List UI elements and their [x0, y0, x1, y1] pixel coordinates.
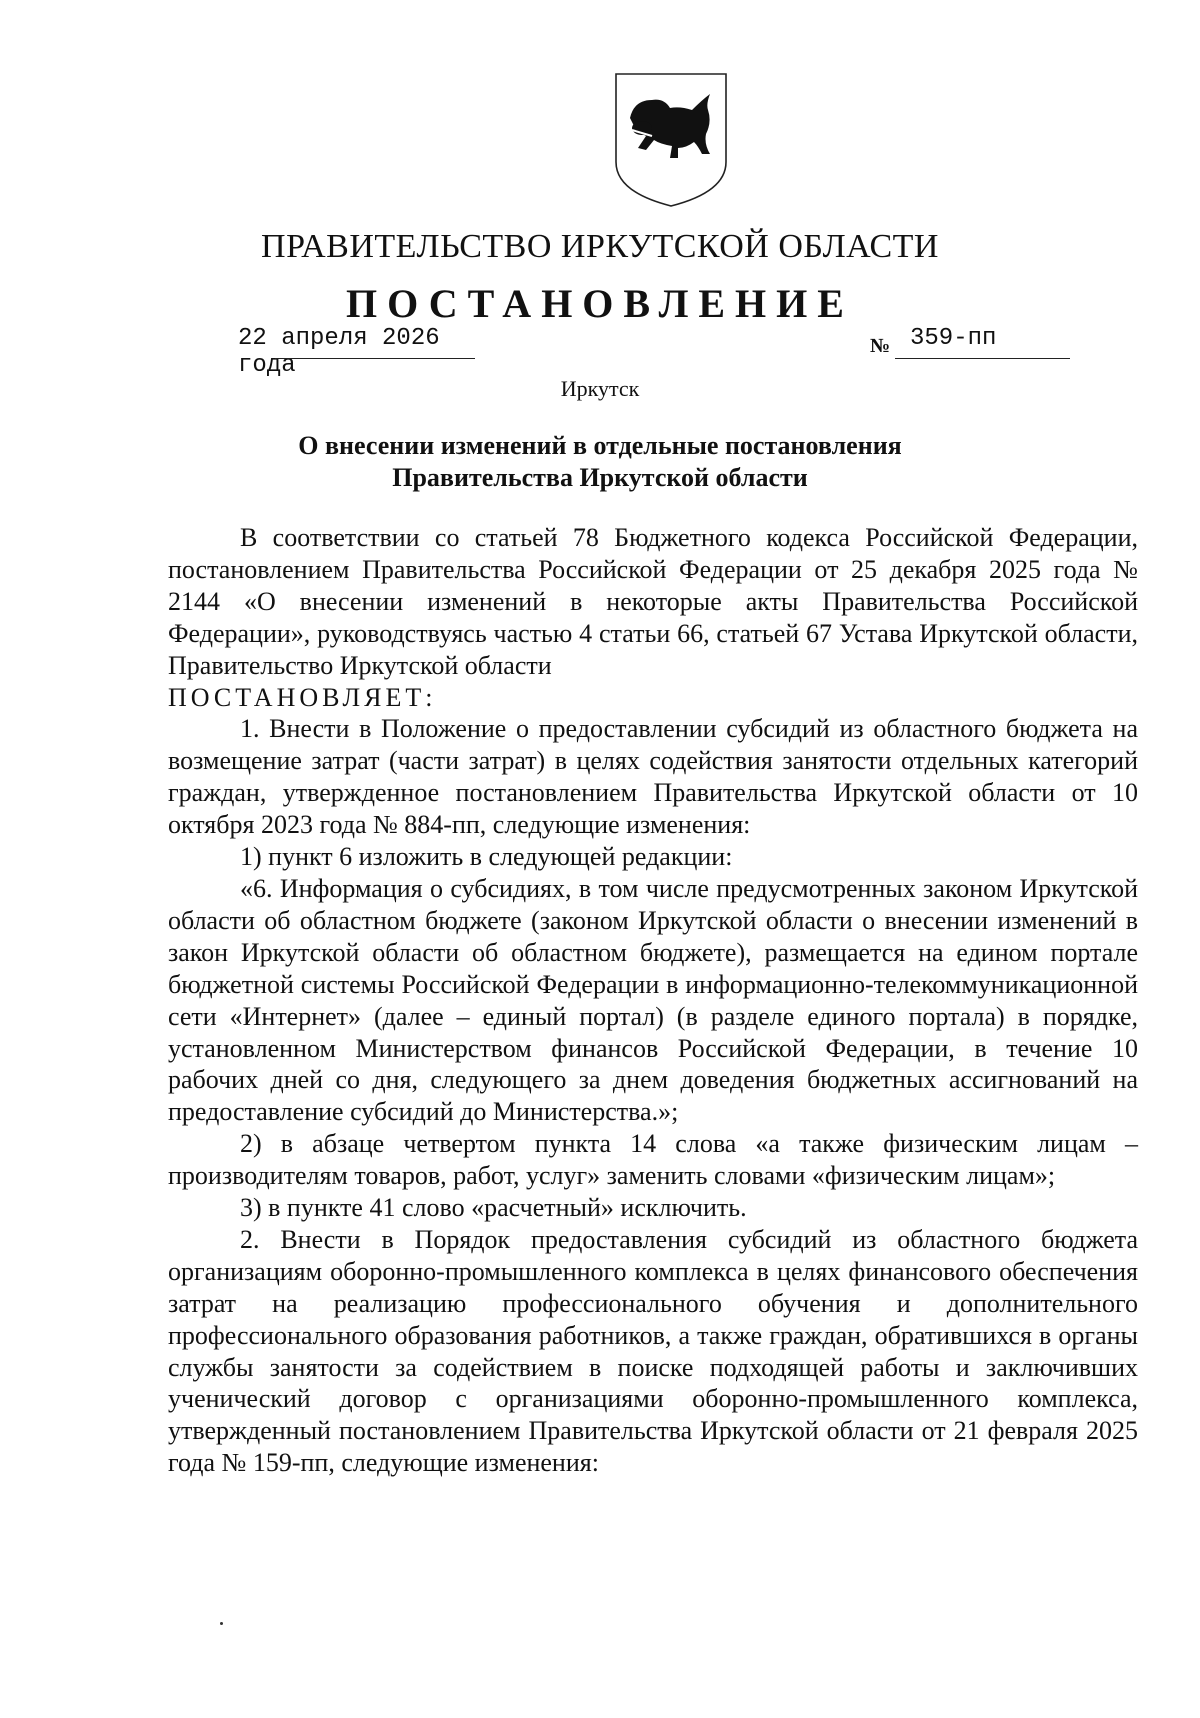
document-body — [168, 522, 1138, 1479]
subclause-2: 2) в абзаце четвертом пункта 14 слова «а также физическим лицам – производителям товаров, работ, услуг» заменить словами «физическим лицам»; — [168, 1129, 1138, 1191]
resolves-word: ПОСТАНОВЛЯЕТ: — [168, 682, 437, 712]
coat-of-arms-icon — [612, 70, 730, 210]
clause-6-text: «6. Информация о субсидиях, в том числе предусмотренных законом Иркутской области об областном бюджете (законом Иркутской области о внесении изменений в закон Иркутской области об областном бюджете), размещается на едином портале бюджетной системы Российской Федерации в информационно-телекоммуникационной сети «Интернет» (далее – единый портал) (в разделе единого портала) в порядке, установленном Министерством финансов Российской Федерации, в течение 10 рабочих дней со дня, следующего за днем доведения бюджетных ассигнований на предоставление субсидий до Министерства.»; — [168, 873, 1138, 1127]
government-name: ПРАВИТЕЛЬСТВО ИРКУТСКОЙ ОБЛАСТИ — [261, 228, 939, 265]
date-underline — [275, 358, 475, 359]
heading-line-2: Правительства Иркутской области — [392, 463, 808, 492]
heading-line-1: О внесении изменений в отдельные постановления — [298, 431, 902, 460]
document-date: 22 апреля 2026 года — [238, 325, 440, 379]
document-type: ПОСТАНОВЛЕНИЕ — [346, 281, 854, 326]
number-sign: № — [870, 335, 891, 357]
clause-2: 2. Внести в Порядок предоставления субсидий из областного бюджета организациям оборонно-промышленного комплекса в целях финансового обеспечения затрат на реализацию профессионального обучения и дополнительного профессионального образования работников, а также граждан, обратившихся в органы службы занятости за содействием в поиске подходящей работы и заключивших ученический договор с организациями оборонно-промышленного комплекса, утвержденный постановлением Правительства Иркутской области от 21 февраля 2025 года № 159-пп, следующие изменения: — [168, 1224, 1138, 1478]
subclause-3: 3) в пункте 41 слово «расчетный» исключить. — [240, 1193, 747, 1223]
document-heading — [200, 430, 1000, 494]
clause-1: 1. Внести в Положение о предоставлении субсидий из областного бюджета на возмещение затрат (части затрат) в целях содействия занятости отдельных категорий граждан, утвержденное постановлением Правительства Иркутской области от 10 октября 2023 года № 884-пп, следующие изменения: — [168, 714, 1138, 840]
subclause-1: 1) пункт 6 изложить в следующей редакции: — [240, 842, 733, 872]
city-name: Иркутск — [560, 376, 640, 401]
scan-speck — [220, 1622, 223, 1625]
preamble-paragraph: В соответствии со статьей 78 Бюджетного кодекса Российской Федерации, постановлением Правительства Российской Федерации от 25 декабря 2025 года № 2144 «О внесении изменений в некоторые акты Правительства Российской Федерации», руководствуясь частью 4 статьи 66, статьей 67 Устава Иркутской области, Правительство Иркутской области — [168, 523, 1138, 680]
number-underline — [895, 358, 1070, 359]
document-number: 359-пп — [910, 325, 997, 352]
